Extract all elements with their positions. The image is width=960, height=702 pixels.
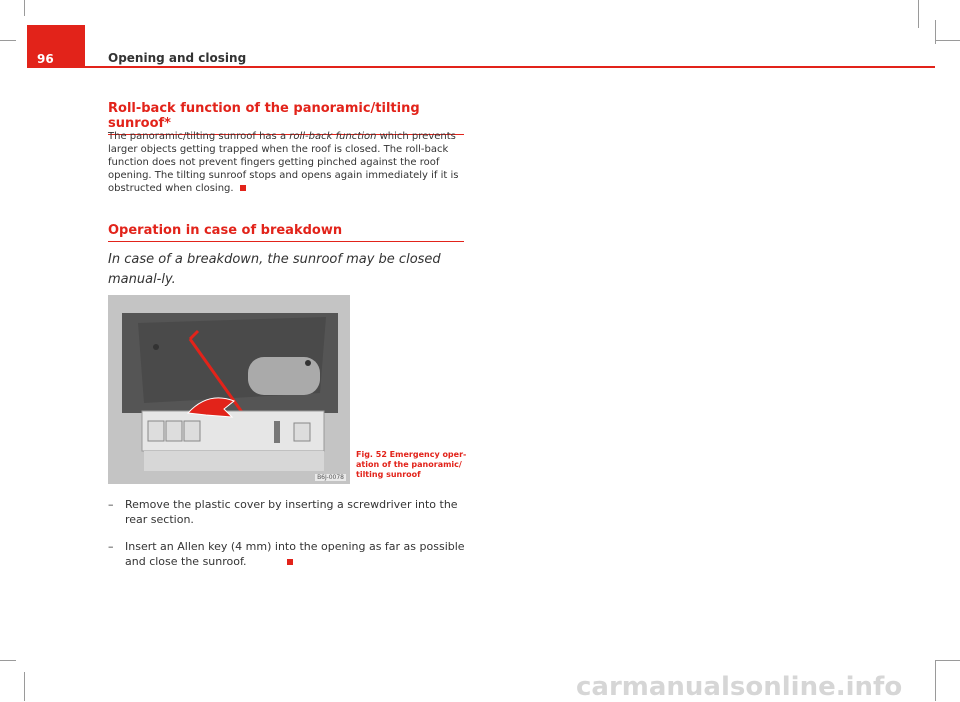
rollback-text-1: The panoramic/tilting sunroof has a <box>108 131 290 142</box>
rollback-paragraph <box>108 130 468 195</box>
step-dash: – <box>108 540 114 553</box>
crop-mark <box>0 660 16 661</box>
crop-mark <box>0 40 16 41</box>
step-text-content: Insert an Allen key (4 mm) into the opening as far as possible and close the sunroof. <box>125 540 465 568</box>
end-of-section-mark <box>240 185 246 191</box>
crop-mark <box>918 0 919 28</box>
breakdown-intro: In case of a breakdown, the sunroof may be closed manual-ly. <box>108 252 441 287</box>
page-number: 96 <box>27 25 85 67</box>
figure-caption: Fig. 52 Emergency oper-ation of the panoramic/ tilting sunroof <box>356 450 467 479</box>
crop-mark <box>24 0 25 16</box>
crop-mark <box>24 672 25 701</box>
section-title-rollback: Roll-back function of the panoramic/tilting sunroof* <box>108 101 464 135</box>
rollback-text-2: which prevents larger objects getting trapped when the roof is closed. The roll-back function does not prevent fingers getting pinched against the roof opening. The tilting sunroof stops and opens again immediately if it is obstructed when closing. <box>108 131 459 194</box>
section-title-breakdown: Operation in case of breakdown <box>108 223 464 242</box>
rollback-text-italic: roll-back function <box>289 131 377 142</box>
step-item <box>108 497 468 527</box>
figure-illustration <box>108 295 350 484</box>
watermark: carmanualsonline.info <box>576 672 903 702</box>
figure-code: B6J-0078 <box>317 474 344 481</box>
step-text: Remove the plastic cover by inserting a screwdriver into the rear section. <box>125 498 458 526</box>
header-title: Opening and closing <box>108 51 247 65</box>
crop-mark <box>935 40 960 41</box>
figure-emergency-operation <box>108 295 350 484</box>
crop-mark <box>935 660 936 701</box>
step-dash: – <box>108 498 114 511</box>
header-rule <box>27 66 935 68</box>
end-of-section-mark <box>287 559 293 565</box>
step-item <box>108 539 468 569</box>
crop-mark <box>935 660 960 661</box>
step-text <box>125 539 468 569</box>
